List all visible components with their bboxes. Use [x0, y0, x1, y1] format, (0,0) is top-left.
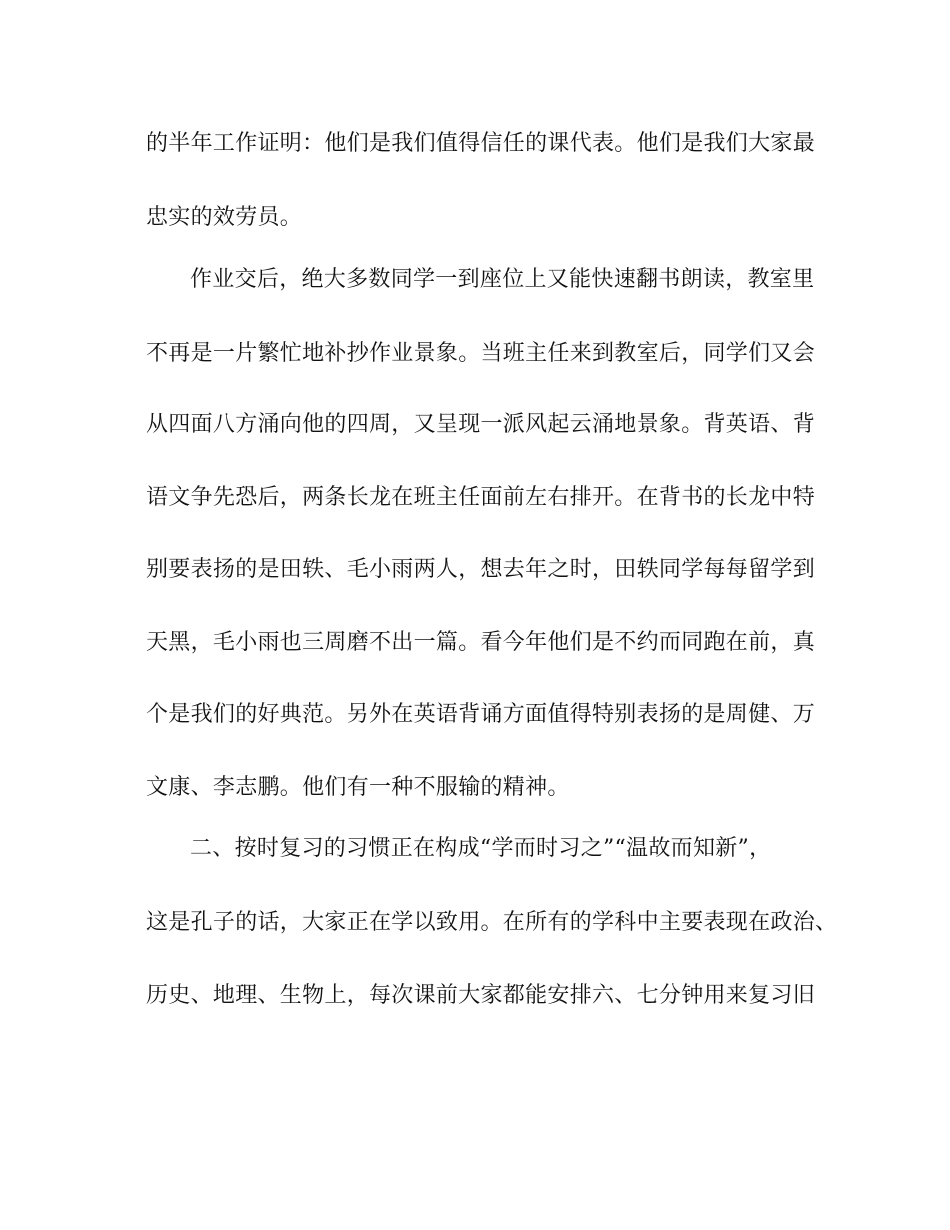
text-line: 从四面八方涌向他的四周，又呈现一派风起云涌地景象。背英语、背 [146, 412, 816, 437]
text-line: 个是我们的好典范。另外在英语背诵方面值得特别表扬的是周健、万 [146, 702, 816, 727]
text-line: 别要表扬的是田轶、毛小雨两人，想去年之时，田轶同学每每留学到 [146, 557, 816, 582]
section-heading-line: 二、按时复习的习惯正在构成“学而时习之”“温故而知新”， [190, 836, 772, 861]
text-line: 不再是一片繁忙地补抄作业景象。当班主任来到教室后，同学们又会 [146, 341, 816, 366]
text-line: 文康、李志鹏。他们有一种不服输的精神。 [146, 775, 570, 800]
text-line: 天黑，毛小雨也三周磨不出一篇。看今年他们是不约而同跑在前，真 [146, 630, 816, 655]
text-line: 的半年工作证明：他们是我们值得信任的课代表。他们是我们大家最 [146, 131, 816, 156]
text-line: 忠实的效劳员。 [146, 205, 303, 230]
text-line: 历史、地理、生物上，每次课前大家都能安排六、七分钟用来复习旧 [146, 983, 816, 1008]
text-line: 这是孔子的话，大家正在学以致用。在所有的学科中主要表现在政治、 [146, 910, 838, 935]
text-line: 语文争先恐后，两条长龙在班主任面前左右排开。在背书的长龙中特 [146, 485, 816, 510]
paragraph-start-line: 作业交后，绝大多数同学一到座位上又能快速翻书朗读，教室里 [190, 267, 815, 292]
